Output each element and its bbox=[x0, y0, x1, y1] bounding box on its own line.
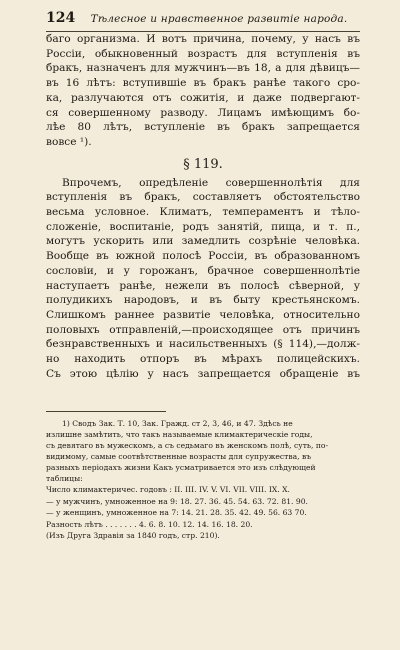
running-head: Тѣлесное и нравственное развитіе народа. bbox=[90, 13, 348, 25]
text-line: баго организма. И вотъ причина, почему, у насъ въ bbox=[46, 33, 360, 45]
text-line: безнравственныхъ и насильственныхъ (§ 114),—долж- bbox=[46, 338, 360, 351]
table-source: (Изъ Друга Здравія за 1840 годъ, стр. 210). bbox=[46, 531, 220, 541]
footnote-line: разныхъ періодахъ жизни Какъ усматривается это изъ слѣдующей bbox=[46, 463, 316, 473]
climacteric-table bbox=[46, 484, 360, 542]
page-header bbox=[46, 10, 360, 26]
text-line: весьма условное. Климатъ, темпераментъ и тѣло- bbox=[46, 206, 360, 219]
text-line: Впрочемъ, опредѣленіе совершеннолѣтія для bbox=[62, 176, 360, 189]
footnote-line: видимому, самые соотвѣтственные возрасты для супружества, въ bbox=[46, 452, 312, 462]
footnote-line: 1) Сводъ Зак. Т. 10, Зак. Гражд. ст 2, 3, 46, и 47. Здѣсь не bbox=[62, 419, 293, 429]
footnote bbox=[46, 418, 360, 484]
text-line: Вообще въ южной полосѣ Россіи, въ образованномъ bbox=[46, 250, 360, 263]
table-row: Число климактеричес. годовъ : II. III. IV. V. VI. VII. VIII. IX. X. bbox=[46, 485, 290, 495]
text-line: полудикихъ народовъ, и въ быту крестьянскомъ. bbox=[46, 294, 360, 307]
text-line: лѣе 80 лѣтъ, вступленіе въ бракъ запрещается bbox=[46, 121, 360, 134]
paragraph-2 bbox=[46, 176, 360, 382]
text-line: вступленія въ бракъ, составляетъ обстоятельство bbox=[46, 191, 360, 204]
text-line: сложеніе, воспитаніе, родъ занятій, пища, и т. п., bbox=[46, 220, 360, 233]
text-line: ка, разлучаются отъ сожитія, и даже подвергают- bbox=[46, 91, 360, 104]
text-line: Слишкомъ раннее развитіе человѣка, относительно bbox=[46, 308, 360, 321]
text-line: могутъ ускорить или замедлить созрѣніе человѣка. bbox=[46, 235, 360, 248]
table-row: Разность лѣтъ . . . . . . . 4. 6. 8. 10. 12. 14. 16. 18. 20. bbox=[46, 519, 253, 529]
paragraph-1 bbox=[46, 32, 360, 150]
text-line: вовсе ¹). bbox=[46, 135, 92, 148]
text-line: но находить отпоръ въ мѣрахъ полицейскихъ. bbox=[46, 353, 360, 366]
text-line: сословіи, и у горожанъ, брачное совершеннолѣтіе bbox=[46, 264, 360, 277]
table-row: — у мужчинъ, умноженное на 9: 18. 27. 36. 45. 54. 63. 72. 81. 90. bbox=[46, 496, 308, 506]
header-rule bbox=[46, 31, 360, 32]
page-number: 124 bbox=[46, 10, 76, 26]
footnote-line: таблицы: bbox=[46, 474, 83, 484]
text-line: половыхъ отправленій,—происходящее отъ причинъ bbox=[46, 323, 360, 336]
footnote-separator bbox=[46, 411, 166, 412]
text-line: Съ этою цѣлію у насъ запрещается обращеніе въ bbox=[46, 367, 360, 380]
footnote-line: излишне замѣтить, что такъ называемые климактерическіе годы, bbox=[46, 430, 313, 440]
footnote-line: съ девятаго въ мужескомъ, а съ седьмаго въ женскомъ полѣ, суть, по- bbox=[46, 441, 329, 451]
text-line: ся совершенному разводу. Лицамъ имѣющимъ бо- bbox=[46, 106, 360, 119]
text-line: наступаетъ ранѣе, нежели въ полосѣ сѣверной, у bbox=[46, 279, 360, 292]
section-title: § 119. bbox=[183, 156, 223, 172]
text-line: бракъ, назначенъ для мужчинъ—въ 18, а для дѣвицъ— bbox=[46, 62, 360, 75]
text-line: въ 16 лѣтъ: вступившіе въ бракъ ранѣе такого сро- bbox=[46, 77, 360, 90]
text-line: Россіи, обыкновенный возрастъ для вступленія въ bbox=[46, 47, 360, 60]
table-row: — у женщинъ, умноженное на 7: 14. 21. 28. 35. 42. 49. 56. 63 70. bbox=[46, 508, 307, 518]
